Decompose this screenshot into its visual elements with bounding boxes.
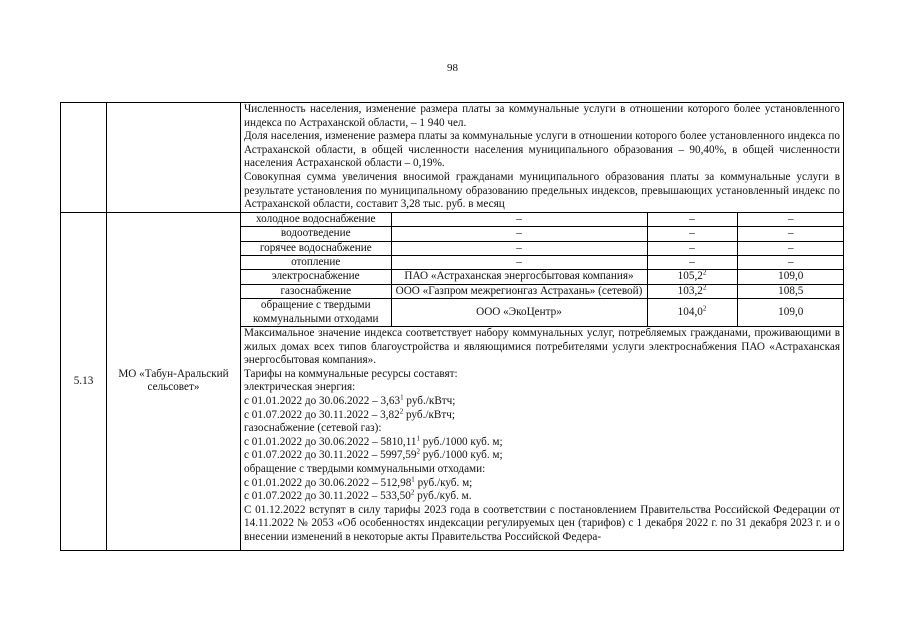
service-name: горячее водоснабжение [241,241,391,255]
row-number: 5.13 [61,212,107,550]
limit-value: 108,5 [737,284,844,298]
service-row [241,284,844,298]
service-name: обращение с твердыми коммунальными отходами [241,299,391,326]
services-cell [241,212,844,326]
closing-text: С 01.12.2022 вступят в силу тарифы 2023 года в соответствии с постановлением Правительства Российской Федерации от 14.11.2022 № 2053 «Об особенностях индексации регулируемых цен (тарифов) с 1 декабря 2022 г. по 31 декабря 2023 г. и о внесении изменений в некоторые акты Правительства Российской Федера- [244,503,840,543]
municipal-index-table [60,102,844,551]
service-name: отопление [241,255,391,269]
provider-name: – [391,255,647,269]
gas-tariff-2: с 01.07.2022 до 30.11.2022 – 5997,59$^2$ руб./1000 куб. м; [244,447,503,462]
provider-name: – [391,213,647,227]
tariffs-cell [241,327,844,551]
limit-value: – [737,213,844,227]
electric-tariff-2: с 01.07.2022 до 30.11.2022 – 3,82$^2$ руб./кВтч; [244,406,455,421]
electric-title: электрическая энергия: [244,381,356,394]
waste-tariff-2: с 01.07.2022 до 30.11.2022 – 533,50$^2$ руб./куб. м. [244,488,472,503]
max-index-text: Максимальное значение индекса соответствует набору коммунальных услуг, потребляемых гражданами, проживающими в жилых домах всех типов благоустройства и являющимися потребителями услуги электроснабжения ПАО «Астраханская энергосбытовая компания». [244,327,840,367]
population-count-text: Численность населения, изменение размера платы за коммунальные услуги в отношении которого более установленного индекса по Астраханской области, – 1 940 чел. [244,103,840,129]
electric-tariff-1: с 01.01.2022 до 30.06.2022 – 3,63$^1$ руб./кВтч; [244,393,456,407]
index-value: 103,2$^2$ [647,284,737,298]
service-name: электроснабжение [241,270,391,284]
limit-value: – [737,227,844,241]
payment-increase-text: Совокупная сумма увеличения вносимой гражданами муниципального образования платы за коммунальные услуги в результате установления по муниципальному образованию предельных индексов, превышающих установленный индекс по Астраханской области, составит 3,28 тыс. руб. в месяц [244,170,840,211]
limit-value: – [737,255,844,269]
index-value: 104,0$^2$ [647,299,737,326]
provider-name: ПАО «Астраханская энергосбытовая компания» [391,270,647,284]
index-value: – [647,227,737,241]
table-row [61,212,844,326]
index-value: – [647,213,737,227]
waste-title: обращение с твердыми коммунальными отходами: [244,462,486,475]
service-row [241,241,844,255]
index-value: 105,2$^2$ [647,270,737,284]
empty-number-cell [61,103,107,213]
service-row [241,299,844,326]
services-table [241,213,844,326]
service-row [241,255,844,269]
population-share-text: Доля населения, изменение размера платы за коммунальные услуги в отношении которого более установленного индекса по Астраханской области, в общей численности населения муниципального образования – 90,40%, в общей численности населения Астраханской области – 0,19%. [244,130,840,170]
provider-name: ООО «ЭкоЦентр» [391,299,647,326]
index-value: – [647,255,737,269]
limit-value: 109,0 [737,270,844,284]
service-name: холодное водоснабжение [241,213,391,227]
index-value: – [647,241,737,255]
table-row [61,103,844,213]
limit-value: 109,0 [778,305,804,318]
municipality-name: МО «Табун-Аральский сельсовет» [107,212,241,550]
limit-value: – [737,241,844,255]
provider-name: – [391,241,647,255]
provider-name: – [391,227,647,241]
page-number: 98 [447,62,458,74]
service-row [241,213,844,227]
empty-mo-cell [107,103,241,213]
gas-tariff-1: с 01.01.2022 до 30.06.2022 – 5810,11$^1$ руб./1000 куб. м; [244,434,503,448]
waste-tariff-1: с 01.01.2022 до 30.06.2022 – 512,98$^1$ руб./куб. м; [244,474,473,489]
service-name: водоотведение [241,227,391,241]
tariffs-title: Тарифы на коммунальные ресурсы составят: [244,367,458,380]
population-info-cell [241,103,844,213]
gas-title: газоснабжение (сетевой газ): [244,422,382,435]
service-row [241,227,844,241]
service-row [241,270,844,284]
provider-name: ООО «Газпром межрегионгаз Астрахань» (сетевой) [391,284,647,298]
service-name: газоснабжение [241,284,391,298]
